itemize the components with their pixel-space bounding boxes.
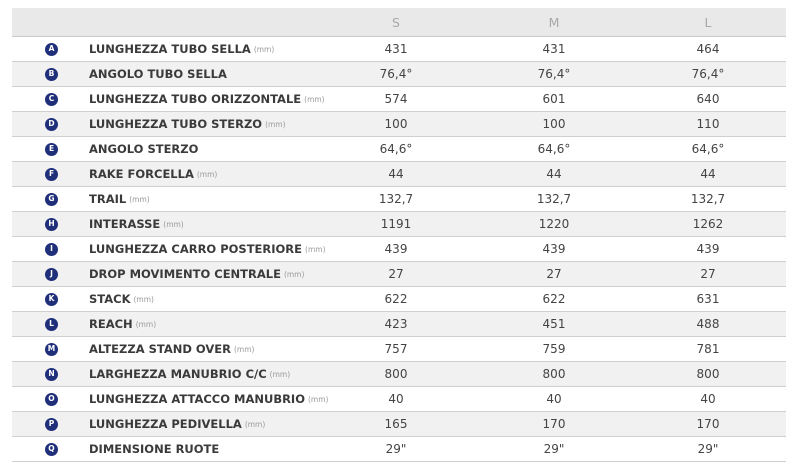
table-row: [12, 162, 786, 187]
value-size-m: 431: [542, 42, 566, 56]
value-size-s: 439: [384, 242, 408, 256]
value-size-l: 488: [696, 317, 720, 331]
value-size-l: 110: [696, 117, 720, 131]
measure-name: ANGOLO STERZO: [89, 142, 199, 156]
row-label: [89, 187, 329, 211]
table-row: [12, 87, 786, 112]
row-letter-badge: [45, 237, 58, 261]
measure-unit: (mm): [283, 269, 305, 279]
measure-unit: (mm): [244, 419, 266, 429]
value-size-s: 757: [384, 342, 408, 356]
value-size-l: 44: [700, 167, 716, 181]
value-size-l: 640: [696, 92, 720, 106]
letter-badge-icon: C: [45, 93, 58, 106]
measure-unit: (mm): [135, 319, 157, 329]
letter-badge-icon: N: [45, 368, 58, 381]
value-size-m: 439: [542, 242, 566, 256]
measure-name: RAKE FORCELLA: [89, 167, 194, 181]
row-letter-badge: [45, 312, 58, 336]
row-letter-badge: [45, 212, 58, 236]
table-row: [12, 387, 786, 412]
table-row: [12, 112, 786, 137]
value-size-l: 29": [697, 442, 719, 456]
value-size-s: 800: [384, 367, 408, 381]
row-label: [89, 287, 329, 311]
measure-name: LUNGHEZZA TUBO ORIZZONTALE: [89, 92, 302, 106]
measure-unit: (mm): [129, 194, 150, 204]
letter-badge-icon: E: [45, 143, 58, 156]
letter-badge-icon: H: [45, 218, 58, 231]
measure-unit: (mm): [196, 169, 218, 179]
row-label: [89, 437, 329, 461]
row-label: [89, 237, 329, 261]
row-letter-badge: [45, 337, 58, 361]
measure-unit: (mm): [133, 294, 154, 304]
row-label: [89, 87, 329, 111]
letter-badge-icon: M: [45, 343, 58, 356]
value-size-l: 1262: [692, 217, 724, 231]
table-row: [12, 312, 786, 337]
measure-name: ALTEZZA STAND OVER: [89, 342, 231, 356]
value-size-m: 29": [543, 442, 565, 456]
value-size-l: 464: [696, 42, 720, 56]
letter-badge-icon: B: [45, 68, 58, 81]
row-letter-badge: [45, 287, 58, 311]
measure-name: LUNGHEZZA ATTACCO MANUBRIO: [89, 392, 305, 406]
value-size-l: 631: [696, 292, 720, 306]
row-label: [89, 312, 329, 336]
value-size-s: 44: [388, 167, 404, 181]
letter-badge-icon: O: [45, 393, 58, 406]
value-size-m: 27: [546, 267, 562, 281]
measure-name: LUNGHEZZA CARRO POSTERIORE: [89, 242, 303, 256]
measure-unit: (mm): [304, 94, 325, 104]
row-letter-badge: [45, 162, 58, 186]
value-size-s: 64,6°: [379, 142, 413, 156]
row-label: [89, 112, 329, 136]
row-letter-badge: [45, 387, 58, 411]
measure-name: DIMENSIONE RUOTE: [89, 442, 220, 456]
table-row: [12, 62, 786, 87]
geometry-table: [12, 8, 786, 462]
measure-unit: (mm): [308, 394, 329, 404]
value-size-s: 27: [388, 267, 404, 281]
value-size-s: 574: [384, 92, 408, 106]
row-letter-badge: [45, 437, 58, 461]
table-row: [12, 362, 786, 387]
row-label: [89, 362, 329, 386]
table-body: [12, 37, 786, 462]
row-label: [89, 37, 329, 61]
letter-badge-icon: G: [45, 193, 58, 206]
header-size-m: M: [548, 14, 560, 30]
table-row: [12, 337, 786, 362]
value-size-m: 76,4°: [537, 67, 571, 81]
value-size-m: 170: [542, 417, 566, 431]
value-size-l: 781: [696, 342, 720, 356]
value-size-m: 100: [542, 117, 566, 131]
measure-name: DROP MOVIMENTO CENTRALE: [89, 267, 281, 281]
measure-name: TRAIL: [89, 192, 127, 206]
row-label: [89, 162, 329, 186]
letter-badge-icon: A: [45, 43, 58, 56]
value-size-s: 1191: [380, 217, 412, 231]
measure-name: LUNGHEZZA TUBO STERZO: [89, 117, 263, 131]
value-size-m: 1220: [538, 217, 570, 231]
value-size-m: 622: [542, 292, 566, 306]
measure-name: STACK: [89, 292, 131, 306]
letter-badge-icon: J: [45, 268, 58, 281]
row-label: [89, 412, 329, 436]
value-size-m: 132,7: [536, 192, 572, 206]
value-size-l: 76,4°: [691, 67, 725, 81]
value-size-l: 40: [700, 392, 716, 406]
value-size-l: 800: [696, 367, 720, 381]
row-letter-badge: [45, 87, 58, 111]
value-size-m: 759: [542, 342, 566, 356]
row-letter-badge: [45, 62, 58, 86]
measure-unit: (mm): [265, 119, 286, 129]
letter-badge-icon: L: [45, 318, 58, 331]
measure-name: LUNGHEZZA TUBO SELLA: [89, 42, 251, 56]
measure-name: LARGHEZZA MANUBRIO C/C: [89, 367, 267, 381]
value-size-m: 800: [542, 367, 566, 381]
row-letter-badge: [45, 412, 58, 436]
value-size-m: 451: [542, 317, 566, 331]
row-label: [89, 62, 329, 86]
row-letter-badge: [45, 37, 58, 61]
table-header: [12, 8, 786, 37]
table-row: [12, 187, 786, 212]
measure-unit: (mm): [269, 369, 291, 379]
value-size-m: 601: [542, 92, 566, 106]
value-size-l: 170: [696, 417, 720, 431]
value-size-s: 165: [384, 417, 408, 431]
measure-name: REACH: [89, 317, 133, 331]
value-size-s: 76,4°: [379, 67, 413, 81]
letter-badge-icon: I: [45, 243, 58, 256]
row-label: [89, 387, 329, 411]
row-label: [89, 337, 329, 361]
measure-name: ANGOLO TUBO SELLA: [89, 67, 227, 81]
value-size-s: 423: [384, 317, 408, 331]
measure-name: LUNGHEZZA PEDIVELLA: [89, 417, 242, 431]
measure-unit: (mm): [163, 219, 184, 229]
value-size-s: 100: [384, 117, 408, 131]
row-letter-badge: [45, 112, 58, 136]
row-letter-badge: [45, 262, 58, 286]
letter-badge-icon: Q: [45, 443, 58, 456]
letter-badge-icon: P: [45, 418, 58, 431]
value-size-l: 132,7: [690, 192, 726, 206]
value-size-m: 40: [546, 392, 562, 406]
row-label: [89, 212, 329, 236]
table-row: [12, 37, 786, 62]
table-row: [12, 262, 786, 287]
row-label: [89, 262, 329, 286]
measure-unit: (mm): [305, 244, 326, 254]
table-row: [12, 437, 786, 462]
letter-badge-icon: D: [45, 118, 58, 131]
letter-badge-icon: F: [45, 168, 58, 181]
letter-badge-icon: K: [45, 293, 58, 306]
row-letter-badge: [45, 362, 58, 386]
value-size-l: 27: [700, 267, 716, 281]
value-size-s: 132,7: [378, 192, 414, 206]
table-row: [12, 287, 786, 312]
value-size-s: 40: [388, 392, 404, 406]
value-size-s: 29": [385, 442, 407, 456]
row-letter-badge: [45, 187, 58, 211]
value-size-l: 439: [696, 242, 720, 256]
value-size-l: 64,6°: [691, 142, 725, 156]
value-size-m: 44: [546, 167, 562, 181]
table-row: [12, 212, 786, 237]
header-size-s: S: [392, 14, 400, 30]
table-row: [12, 137, 786, 162]
table-row: [12, 237, 786, 262]
row-letter-badge: [45, 137, 58, 161]
header-size-l: L: [704, 14, 712, 30]
value-size-s: 622: [384, 292, 408, 306]
measure-unit: (mm): [253, 44, 275, 54]
measure-name: INTERASSE: [89, 217, 161, 231]
measure-unit: (mm): [234, 344, 255, 354]
value-size-m: 64,6°: [537, 142, 571, 156]
row-label: [89, 137, 329, 161]
table-row: [12, 412, 786, 437]
value-size-s: 431: [384, 42, 408, 56]
